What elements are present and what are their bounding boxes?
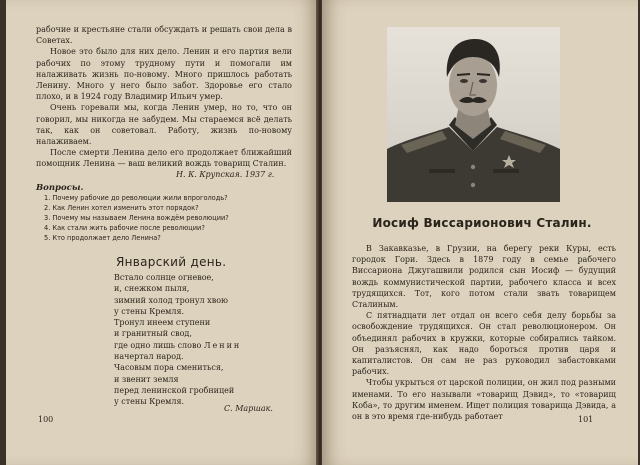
paragraph: С пятнадцати лет отдал он всего себя делу борьбы за освобождение трудящихся. Он стал революционером. Он объединял рабочих в кружки, которые собирались тайком. Он разъяснял, как надо бороться против царя и капиталистов. Он сам не раз руководил забастовками рабочих.	[352, 311, 616, 377]
author-signature: Н. К. Крупская. 1937 г.	[176, 170, 275, 179]
poem-line: Встало солнце огневое,	[114, 273, 214, 282]
poem-line: где одно лишь слово Ленин	[114, 340, 242, 350]
poem-line: перед ленинской гробницей	[114, 385, 235, 395]
page-number-left: 100	[38, 415, 54, 424]
paragraph: Новое это было для них дело. Ленин и его партия вели рабочих по этому трудному пути и помогали им налаживать жизнь по-новому. Много пришлось работать Ленину. Много у него было забот. Здоровье его стало плохо, и в 1924 году Владимир Ильич умер.	[36, 47, 292, 102]
poem-line: Часовым пора смениться,	[114, 363, 224, 373]
question-item: 3. Почему мы называем Ленина вождём революции?	[44, 214, 229, 222]
spaced-word: Ленин	[203, 340, 242, 350]
paragraph: Очень горевали мы, когда Ленин умер, но то, что он говорил, мы никогда не забудем. Мы стараемся всё делать так, как он советовал. Работу, жизнь по-новому налаживаем.	[36, 103, 292, 147]
poem-line: зимний холод тронул хвою	[114, 295, 228, 305]
paragraph: После смерти Ленина дело его продолжает ближайший помощник Ленина — ваш великий вождь товарищ Сталин.	[36, 148, 292, 169]
questions-heading: Вопросы.	[36, 183, 84, 193]
left-page	[6, 0, 318, 465]
poem-line: у стены Кремля.	[114, 306, 185, 316]
portrait-illustration	[387, 27, 560, 202]
poem-title: Январский день.	[116, 255, 227, 269]
left-body-text	[36, 24, 292, 170]
poem-line: у стены Кремля.	[114, 397, 185, 407]
poem-line: начертал народ.	[114, 352, 184, 362]
right-page	[322, 0, 638, 465]
article-heading: Иосиф Виссарионович Сталин.	[372, 216, 592, 230]
poem-line: и, снежком пыля,	[114, 284, 190, 294]
poem-signature: С. Маршак.	[224, 404, 273, 413]
question-item: 5. Кто продолжает дело Ленина?	[44, 234, 161, 242]
poem-line: и гранитный свод,	[114, 329, 192, 339]
question-item: 4. Как стали жить рабочие после революции?	[44, 224, 205, 232]
paragraph: рабочие и крестьяне стали обсуждать и решать свои дела в Советах.	[36, 25, 292, 46]
paragraph: В Закавказье, в Грузии, на берегу реки Куры, есть городок Гори. Здесь в 1879 году в семье рабочего Виссариона Джугашвили родился сын Иосиф — будущий вождь коммунистической партии, рабочего класса и всех трудящихся. Тот, кого потом стали звать товарищем Сталиным.	[352, 244, 616, 310]
question-item: 1. Почему рабочие до революции жили впроголодь?	[44, 194, 228, 202]
right-body-text	[352, 243, 616, 422]
poem-line: Тронул инеем ступени	[114, 318, 211, 328]
questions-list	[44, 193, 284, 243]
poem	[114, 272, 241, 408]
question-item: 2. Как Ленин хотел изменить этот порядок?	[44, 204, 199, 212]
page-number-right: 101	[578, 415, 594, 424]
poem-line: и звенит земля	[114, 374, 179, 384]
portrait-photo	[387, 27, 560, 202]
paragraph: Чтобы укрыться от царской полиции, он жил под разными именами. То его называли «товарищ Дэвид», то «товарищ Коба», то другим именем. Ищет полиция товарища Дэвида, а он в это время где-нибудь работает	[352, 378, 616, 422]
